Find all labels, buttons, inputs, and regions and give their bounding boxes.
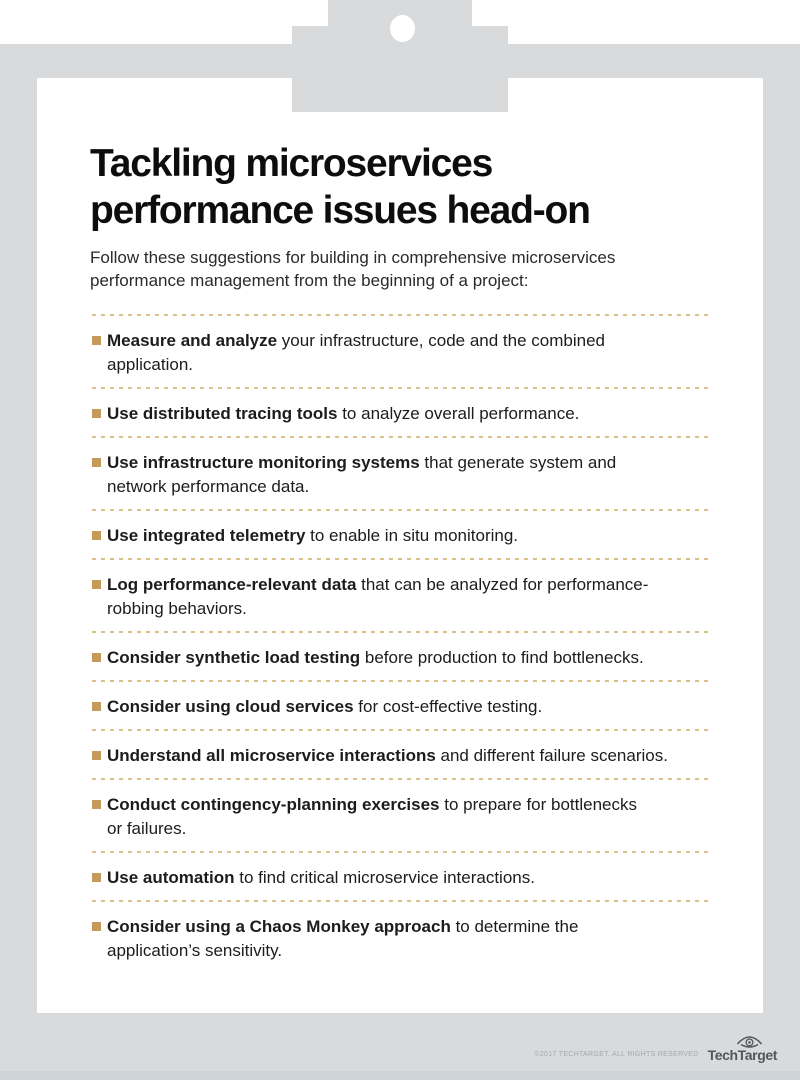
list-item bbox=[90, 680, 713, 729]
bullet-square-icon bbox=[92, 800, 101, 809]
list-item-lead: Use distributed tracing tools bbox=[107, 404, 338, 423]
list-item-text bbox=[107, 866, 535, 890]
list-item-line2: network performance data. bbox=[107, 477, 310, 496]
list-item-row bbox=[90, 560, 713, 631]
list-item-lead: Measure and analyze bbox=[107, 331, 278, 350]
list-item bbox=[90, 900, 713, 973]
list-item-text bbox=[107, 573, 648, 621]
techtarget-logo bbox=[708, 1034, 777, 1063]
clip-hole bbox=[390, 15, 415, 42]
bottom-accent-bar bbox=[0, 1071, 800, 1080]
bullet-square-icon bbox=[92, 922, 101, 931]
bullet-square-icon bbox=[92, 873, 101, 882]
list-item-lead: Conduct contingency-planning exercises bbox=[107, 795, 440, 814]
list-item-text bbox=[107, 744, 668, 768]
list-item-lead: Consider synthetic load testing bbox=[107, 648, 361, 667]
bullet-square-icon bbox=[92, 580, 101, 589]
list-item-text bbox=[107, 646, 644, 670]
list-item-text bbox=[107, 915, 578, 963]
list-item-row bbox=[90, 316, 713, 387]
footer bbox=[534, 1034, 777, 1063]
list-item-row bbox=[90, 902, 713, 973]
bullet-square-icon bbox=[92, 409, 101, 418]
list-item bbox=[90, 436, 713, 509]
list-item-lead: Consider using cloud services bbox=[107, 697, 354, 716]
list-item-lead: Use infrastructure monitoring systems bbox=[107, 453, 420, 472]
list-item-row bbox=[90, 682, 713, 729]
list-item bbox=[90, 314, 713, 387]
list-item-rest: to enable in situ monitoring. bbox=[305, 526, 519, 545]
list-item-lead: Use integrated telemetry bbox=[107, 526, 306, 545]
list-item-row bbox=[90, 389, 713, 436]
bullet-square-icon bbox=[92, 702, 101, 711]
list-item-row bbox=[90, 853, 713, 900]
clipboard-page bbox=[37, 78, 763, 1013]
suggestion-list bbox=[90, 314, 713, 973]
copyright-text: ©2017 TECHTARGET. ALL RIGHTS RESERVED bbox=[534, 1051, 699, 1058]
list-item-rest: your infrastructure, code and the combined bbox=[277, 331, 605, 350]
list-item bbox=[90, 509, 713, 558]
logo-text: TechTarget bbox=[707, 1047, 777, 1063]
list-item-text bbox=[107, 695, 542, 719]
eye-icon bbox=[736, 1034, 763, 1048]
page-title bbox=[90, 140, 713, 234]
list-item-text bbox=[107, 793, 637, 841]
list-item-row bbox=[90, 731, 713, 778]
list-item-line2: robbing behaviors. bbox=[107, 599, 247, 618]
list-item-rest: for cost-effective testing. bbox=[353, 697, 543, 716]
list-item-line2: application’s sensitivity. bbox=[107, 941, 283, 960]
list-item-rest: to determine the bbox=[450, 917, 579, 936]
list-item-lead: Use automation bbox=[107, 868, 235, 887]
list-item-rest: that generate system and bbox=[419, 453, 617, 472]
list-item-line2: or failures. bbox=[107, 819, 187, 838]
list-item bbox=[90, 729, 713, 778]
bullet-square-icon bbox=[92, 458, 101, 467]
list-item-rest: and different failure scenarios. bbox=[435, 746, 668, 765]
list-item bbox=[90, 851, 713, 900]
list-item-row bbox=[90, 438, 713, 509]
list-item-lead: Log performance-relevant data bbox=[107, 575, 357, 594]
list-item-text bbox=[107, 329, 605, 377]
page-title-line2: performance issues head-on bbox=[90, 189, 590, 232]
list-item-text bbox=[107, 451, 616, 499]
bullet-square-icon bbox=[92, 531, 101, 540]
list-item-rest: to analyze overall performance. bbox=[337, 404, 580, 423]
page-title-line1: Tackling microservices bbox=[90, 142, 493, 185]
intro-text bbox=[90, 246, 713, 292]
intro-line1: Follow these suggestions for building in comprehensive microservices bbox=[90, 248, 616, 267]
bullet-square-icon bbox=[92, 336, 101, 345]
bullet-square-icon bbox=[92, 751, 101, 760]
list-item-rest: to prepare for bottlenecks bbox=[439, 795, 638, 814]
list-item-row bbox=[90, 780, 713, 851]
bullet-square-icon bbox=[92, 653, 101, 662]
list-item-rest: to find critical microservice interactions. bbox=[234, 868, 535, 887]
list-item-row bbox=[90, 511, 713, 558]
list-item bbox=[90, 631, 713, 680]
list-item bbox=[90, 387, 713, 436]
list-item-lead: Consider using a Chaos Monkey approach bbox=[107, 917, 451, 936]
list-item bbox=[90, 558, 713, 631]
list-item bbox=[90, 778, 713, 851]
list-item-text bbox=[107, 524, 518, 548]
intro-line2: performance management from the beginning of a project: bbox=[90, 271, 529, 290]
list-item-rest: before production to find bottlenecks. bbox=[360, 648, 644, 667]
list-item-line2: application. bbox=[107, 355, 194, 374]
list-item-lead: Understand all microservice interactions bbox=[107, 746, 436, 765]
list-item-text bbox=[107, 402, 579, 426]
list-item-row bbox=[90, 633, 713, 680]
list-item-rest: that can be analyzed for performance- bbox=[356, 575, 649, 594]
